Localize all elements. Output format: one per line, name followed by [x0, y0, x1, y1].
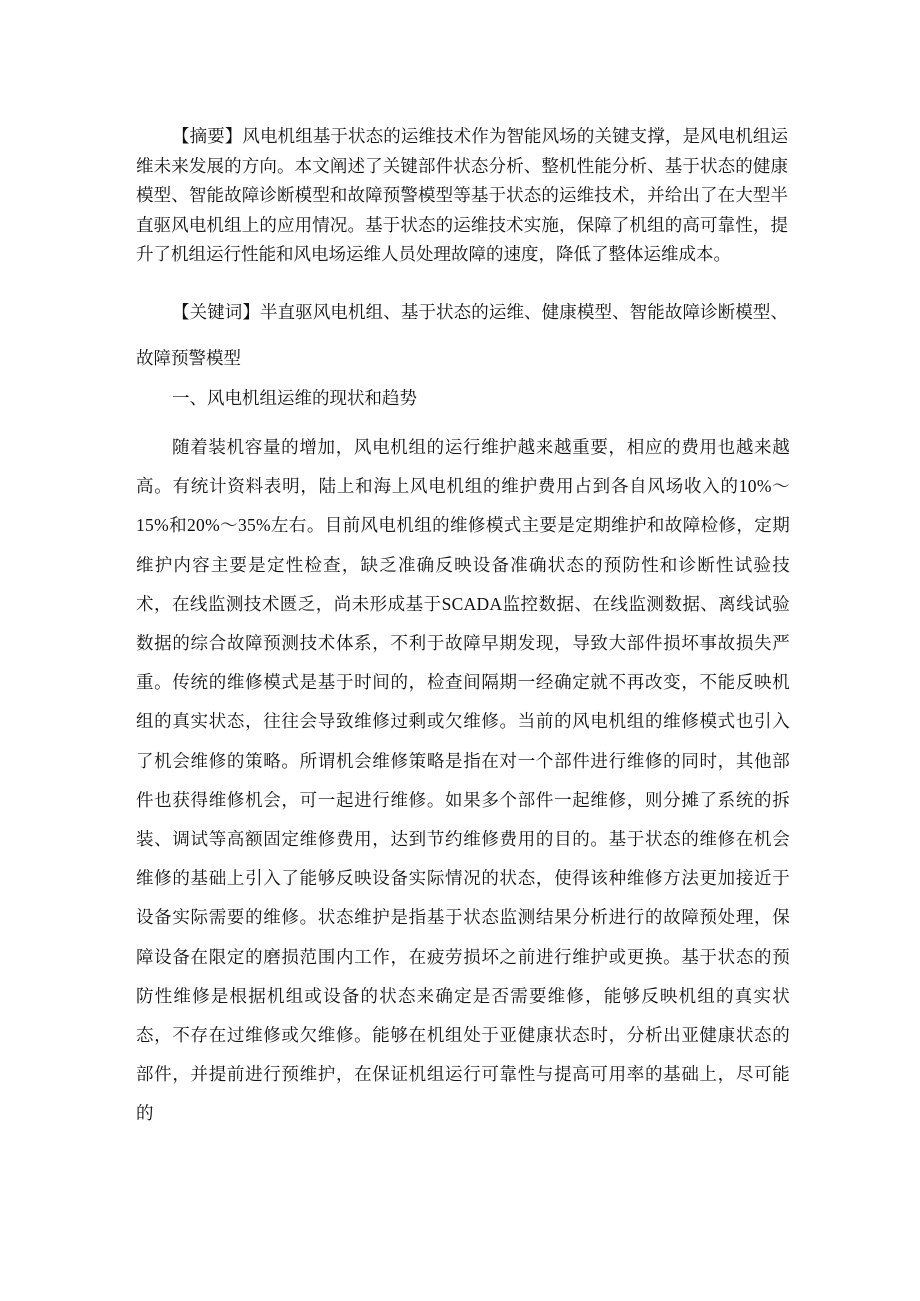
- section-heading: 一、风电机组运维的现状和趋势: [172, 389, 417, 409]
- body-paragraph: 随着装机容量的增加，风电机组的运行维护越来越重要，相应的费用也越来越高。有统计资料表明，陆上和海上风电机组的维护费用占到各自风场收入的10%～15%和20%～35%左右。目前风电机组的维修模式主要是定期维护和故障检修，定期维护内容主要是定性检查，缺乏准确反映设备准确状态的预防性和诊断性试验技术，在线监测技术匮乏，尚未形成基于SCADA监控数据、在线监测数据、离线试验数据的综合故障预测技术体系，不利于故障早期发现，导致大部件损坏事故损失严重。传统的维修模式是基于时间的，检查间隔期一经确定就不再改变，不能反映机组的真实状态，往往会导致维修过剩或欠维修。当前的风电机组的维修模式也引入了机会维修的策略。所谓机会维修策略是指在对一个部件进行维修的同时，其他部件也获得维修机会，可一起进行维修。如果多个部件一起维修，则分摊了系统的拆装、调试等高额固定维修费用，达到节约维修费用的目的。基于状态的维修在机会维修的基础上引入了能够反映设备实际情况的状态，使得该种维修方法更加接近于设备实际需要的维修。状态维护是指基于状态监测结果分析进行的故障预处理，保障设备在限定的磨损范围内工作，在疲劳损坏之前进行维护或更换。基于状态的预防性维修是根据机组或设备的状态来确定是否需要维修，能够反映机组的真实状态，不存在过维修或欠维修。能够在机组处于亚健康状态时，分析出亚健康状态的部件，并提前进行预维护，在保证机组运行可靠性与提高可用率的基础上，尽可能的: [136, 437, 790, 1124]
- keywords-paragraph: 【关键词】半直驱风电机组、基于状态的运维、健康模型、智能故障诊断模型、故障预警模型: [136, 303, 788, 369]
- abstract-paragraph: 【摘要】风电机组基于状态的运维技术作为智能风场的关键支撑，是风电机组运维未来发展的方向。本文阐述了关键部件状态分析、整机性能分析、基于状态的健康模型、智能故障诊断模型和故障预警模型等基于状态的运维技术，并给出了在大型半直驱风电机组上的应用情况。基于状态的运维技术实施，保障了机组的高可靠性，提升了机组运行性能和风电场运维人员处理故障的速度，降低了整体运维成本。: [136, 127, 788, 265]
